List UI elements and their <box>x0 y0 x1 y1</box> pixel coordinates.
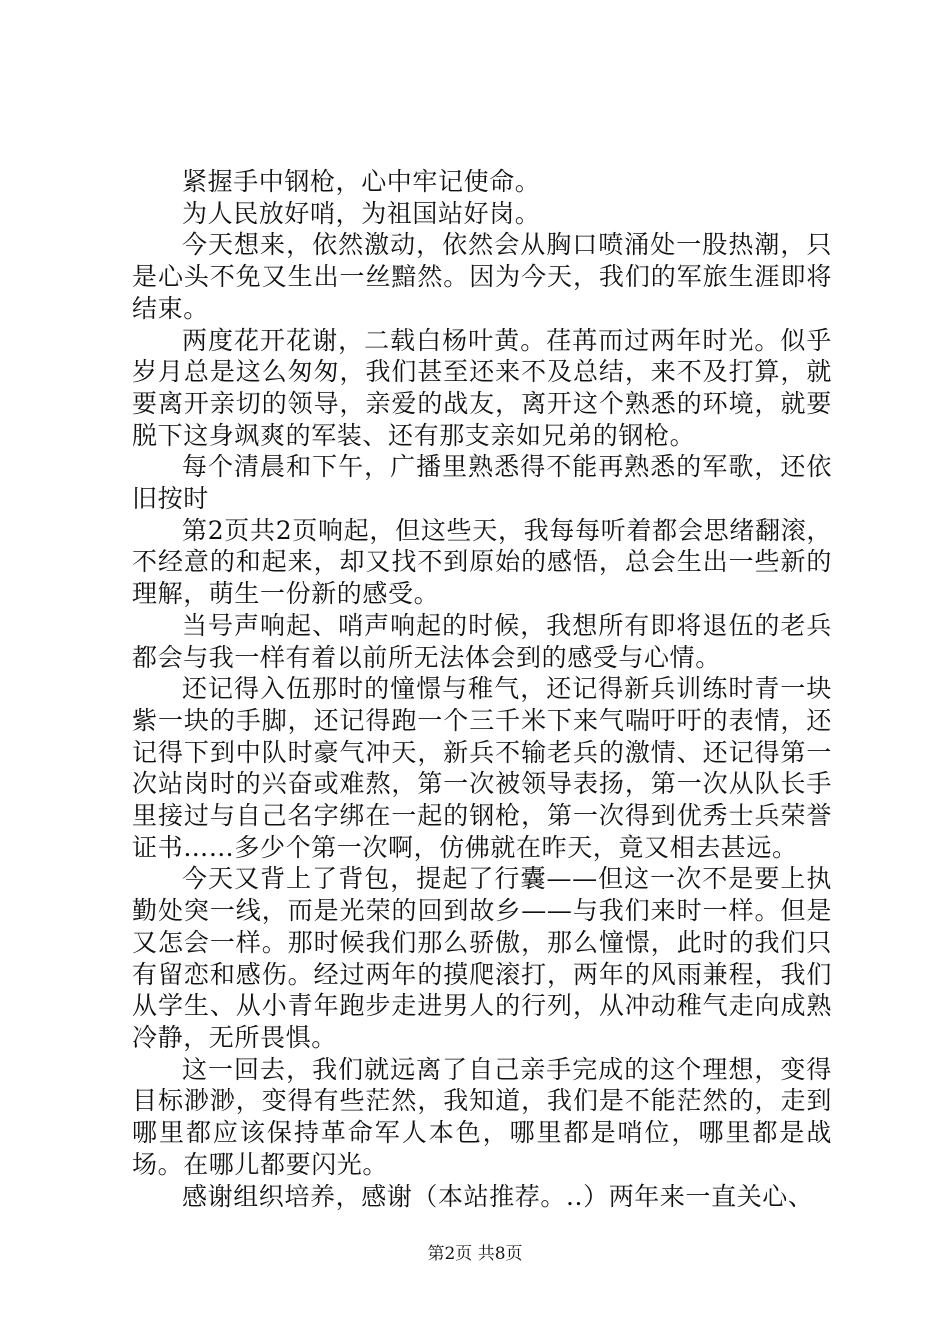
paragraph: 今天想来，依然激动，依然会从胸口喷涌处一股热潮，只是心头不免又生出一丝黯然。因为今天，我们的军旅生涯即将结束。 <box>132 230 832 323</box>
paragraph: 紧握手中钢枪，心中牢记使命。 <box>182 167 541 196</box>
paragraph: 为人民放好哨，为祖国站好岗。 <box>182 198 541 228</box>
paragraph: 当号声响起、哨声响起的时候，我想所有即将退伍的老兵都会与我一样有着以前所无法体会到的感受与心情。 <box>132 610 832 672</box>
paragraph: 第2页共2页响起，但这些天，我每每听着都会思绪翻滚，不经意的和起来，却又找不到原始的感悟，总会生出一些新的理解，萌生一份新的感受。 <box>132 515 832 609</box>
paragraph: 这一回去，我们就远离了自己亲手完成的这个理想，变得目标渺渺，变得有些茫然，我知道，我们是不能茫然的，走到哪里都应该保持革命军人本色，哪里都是哨位，哪里都是战场。在哪儿都要闪光。 <box>132 1054 832 1179</box>
paragraph: 今天又背上了背包，提起了行囊——但这一次不是要上执勤处突一线，而是光荣的回到故乡——与我们来时一样。但是又怎会一样。那时候我们那么骄傲，那么憧憬，此时的我们只有留恋和感伤。经过两年的摸爬滚打，两年的风雨兼程，我们从学生、从小青年跑步走进男人的行列，从冲动稚气走向成熟冷静，无所畏惧。 <box>132 864 832 1052</box>
page-number-footer: 第2页 共8页 <box>427 1244 523 1264</box>
paragraph: 还记得入伍那时的憧憬与稚气，还记得新兵训练时青一块紫一块的手脚，还记得跑一个三千米下来气喘吁吁的表情，还记得下到中队时豪气冲天，新兵不输老兵的激情、还记得第一次站岗时的兴奋或难熬，第一次被领导表扬，第一次从队长手里接过与自己名字绑在一起的钢枪，第一次得到优秀士兵荣誉证书……多少个第一次啊，仿佛就在昨天，竟又相去甚远。 <box>132 674 832 862</box>
paragraph: 感谢组织培养，感谢（本站推荐。..）两年来一直关心、 <box>182 1181 814 1211</box>
paragraph: 每个清晨和下午，广播里熟悉得不能再熟悉的军歌，还依旧按时 <box>132 452 832 514</box>
paragraph: 两度花开花谢，二载白杨叶黄。荏苒而过两年时光。似乎岁月总是这么匆匆，我们甚至还来不及总结，来不及打算，就要离开亲切的领导，亲爱的战友，离开这个熟悉的环境，就要脱下这身飒爽的军装、还有那支亲如兄弟的钢枪。 <box>132 325 832 450</box>
document-body <box>132 166 832 1212</box>
